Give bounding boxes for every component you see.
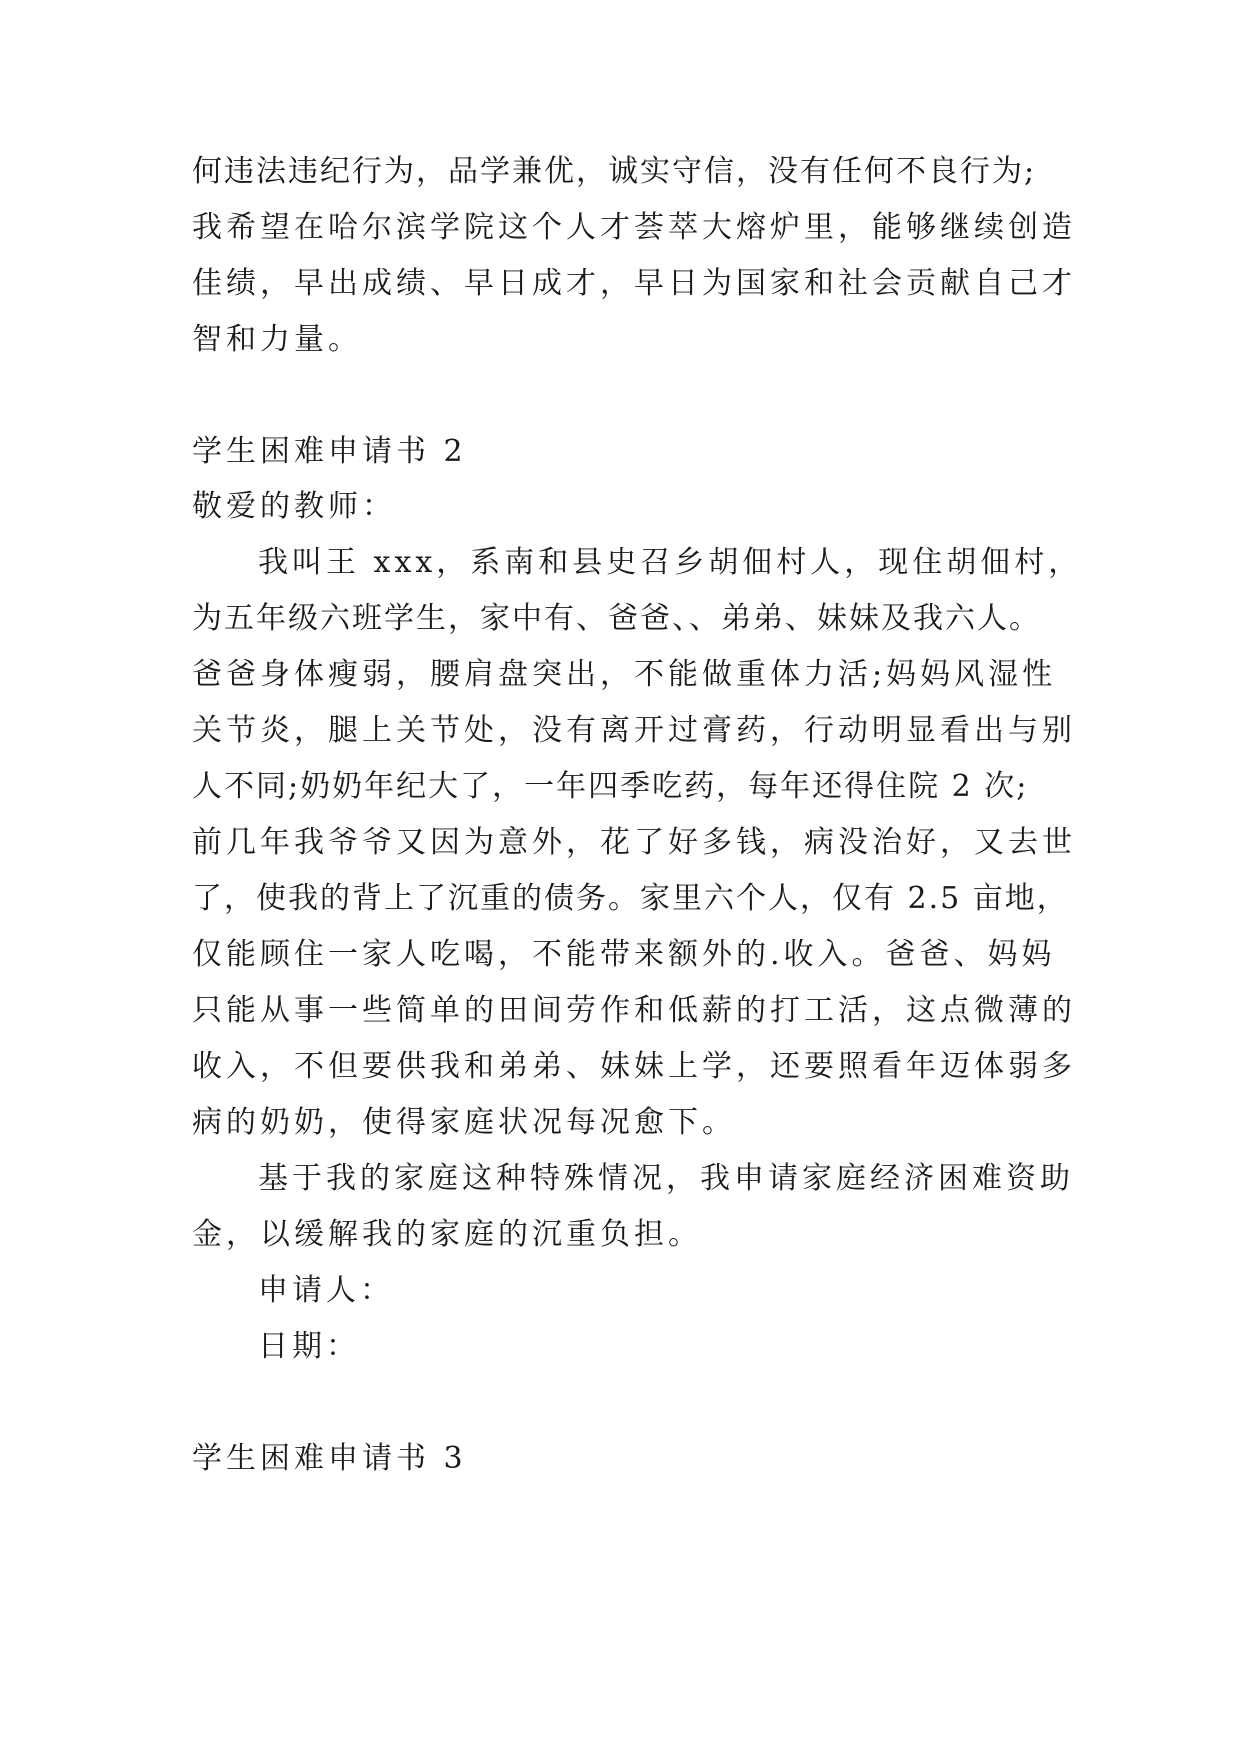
intro-line: 智和力量。 — [192, 322, 362, 357]
body-line: 金，以缓解我的家庭的沉重负担。 — [192, 1217, 702, 1252]
body-line: 了，使我的背上了沉重的债务。家里六个人，仅有 2.5 亩地， — [192, 881, 1069, 916]
intro-line: 佳绩，早出成绩、早日成才，早日为国家和社会贡献自己才 — [192, 266, 1076, 301]
salutation: 敬爱的教师： — [192, 489, 396, 524]
body-line: 人不同;奶奶年纪大了，一年四季吃药，每年还得住院 2 次; — [192, 769, 1029, 804]
body-line: 关节炎，腿上关节处，没有离开过膏药，行动明显看出与别 — [192, 713, 1076, 748]
applicant-label: 申请人： — [258, 1273, 394, 1308]
section-title: 学生困难申请书 3 — [192, 1441, 467, 1476]
body-line: 我叫王 xxx，系南和县史召乡胡佃村人，现住胡佃村， — [258, 545, 1083, 580]
section-title: 学生困难申请书 2 — [192, 434, 467, 469]
body-line: 仅能顾住一家人吃喝，不能带来额外的.收入。爸爸、妈妈 — [192, 937, 1056, 972]
body-line: 爸爸身体瘦弱，腰肩盘突出，不能做重体力活;妈妈风湿性 — [192, 657, 1057, 692]
body-line: 收入，不但要供我和弟弟、妹妹上学，还要照看年迈体弱多 — [192, 1049, 1076, 1084]
body-line: 只能从事一些简单的田间劳作和低薪的打工活，这点微薄的 — [192, 993, 1076, 1028]
date-label: 日期： — [258, 1329, 360, 1364]
body-line: 基于我的家庭这种特殊情况，我申请家庭经济困难资助 — [258, 1161, 1074, 1196]
intro-line: 何违法违纪行为，品学兼优，诚实守信，没有任何不良行为; — [192, 154, 1037, 189]
intro-line: 我希望在哈尔滨学院这个人才荟萃大熔炉里，能够继续创造 — [192, 210, 1076, 245]
body-line: 病的奶奶，使得家庭状况每况愈下。 — [192, 1105, 736, 1140]
body-line: 为五年级六班学生，家中有、爸爸、、弟弟、妹妹及我六人。 — [192, 601, 1041, 636]
body-line: 前几年我爷爷又因为意外，花了好多钱，病没治好，又去世 — [192, 825, 1076, 860]
